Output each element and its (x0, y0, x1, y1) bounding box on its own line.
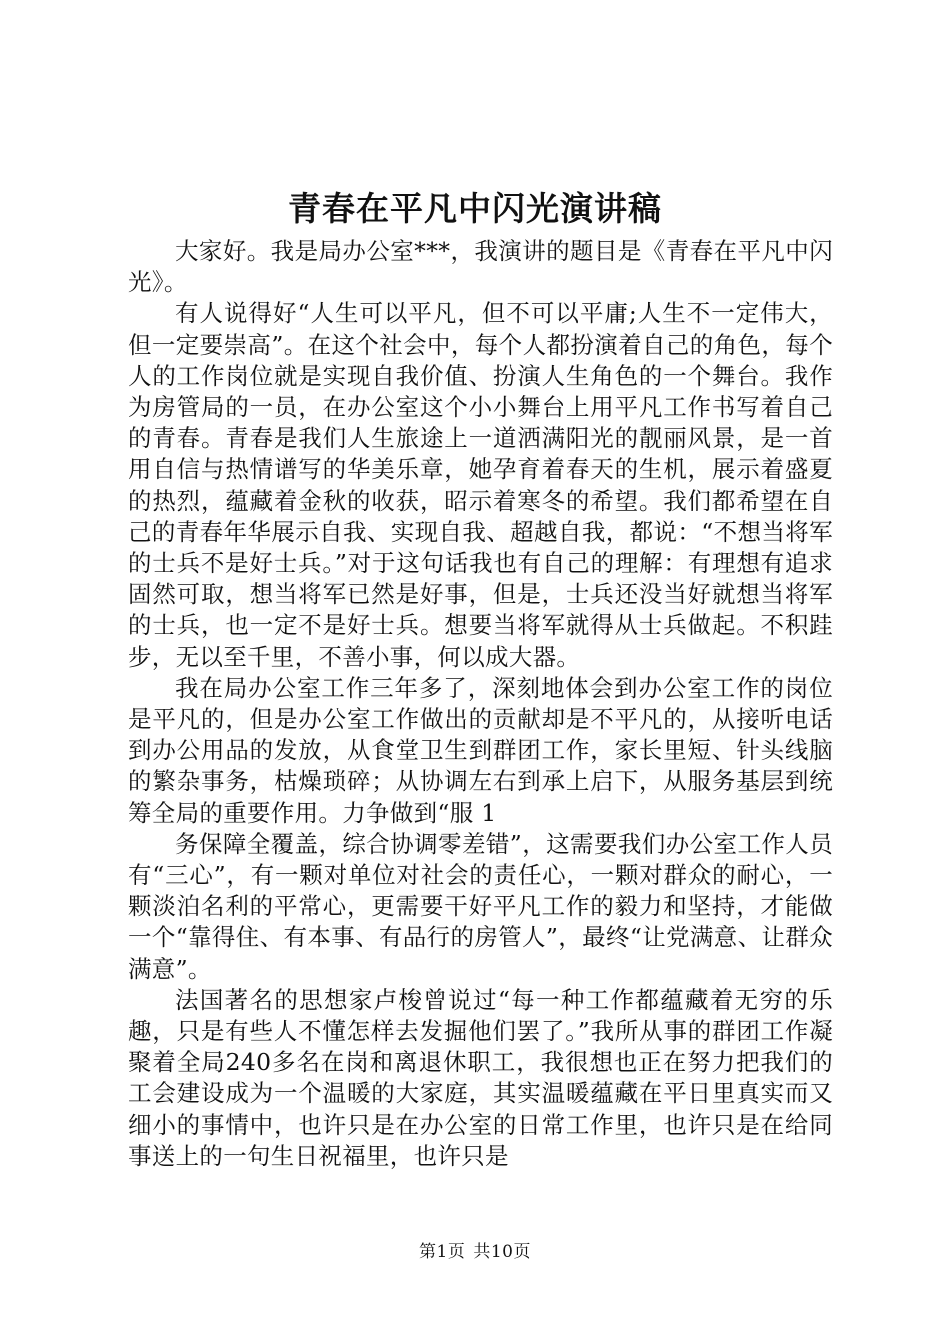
page-number: 第1页 (419, 1242, 466, 1262)
page-footer (0, 1240, 950, 1264)
paragraph-three-hearts: 务保障全覆盖，综合协调零差错”，这需要我们办公室工作人员有“三心”，有一颗对单位对社会的责任心，一颗对群众的耐心，一颗淡泊名利的平常心，更需要干好平凡工作的毅力和坚持，才能做一个“靠得住、有本事、有品行的房管人”，最终“让党满意、让群众满意”。 (128, 829, 833, 983)
page-total: 共10页 (473, 1242, 531, 1262)
paragraph-office-work: 我在局办公室工作三年多了，深刻地体会到办公室工作的岗位是平凡的，但是办公室工作做出的贡献却是不平凡的，从接听电话到办公用品的发放，从食堂卫生到群团工作，家长里短、针头线脑的繁杂事务，枯燥琐碎；从协调左右到承上启下，从服务基层到统筹全局的重要作用。力争做到“服 1 (128, 673, 833, 827)
paragraph-greeting: 大家好。我是局办公室***，我演讲的题目是《青春在平凡中闪光》。 (128, 237, 833, 297)
paragraph-ordinary-life: 有人说得好“人生可以平凡，但不可以平庸;人生不一定伟大，但一定要崇高”。在这个社会中，每个人都扮演着自己的角色，每个人的工作岗位就是实现自我价值、扮演人生角色的一个舞台。我作为房管局的一员，在办公室这个小小舞台上用平凡工作书写着自己的青春。青春是我们人生旅途上一道洒满阳光的靓丽风景，是一首用自信与热情谱写的华美乐章，她孕育着春天的生机，展示着盛夏的热烈，蕴藏着金秋的收获，昭示着寒冬的希望。我们都希望在自己的青春年华展示自我、实现自我、超越自我，都说：“不想当将军的士兵不是好士兵。”对于这句话我也有自己的理解：有理想有追求固然可取，想当将军已然是好事，但是，士兵还没当好就想当将军的士兵，也一定不是好士兵。想要当将军就得从士兵做起。不积跬步，无以至千里，不善小事，何以成大器。 (128, 299, 833, 671)
document-body (128, 236, 833, 1172)
document-title: 青春在平凡中闪光演讲稿 (288, 189, 662, 228)
paragraph-rousseau-quote: 法国著名的思想家卢梭曾说过“每一种工作都蕴藏着无穷的乐趣，只是有些人不懂怎样去发掘他们罢了。”我所从事的群团工作凝聚着全局240多名在岗和离退休职工，我很想也正在努力把我们的工会建设成为一个温暖的大家庭，其实温暖蕴藏在平日里真实而又细小的事情中，也许只是在办公室的日常工作里，也许只是在给同事送上的一句生日祝福里，也许只是 (128, 985, 833, 1170)
